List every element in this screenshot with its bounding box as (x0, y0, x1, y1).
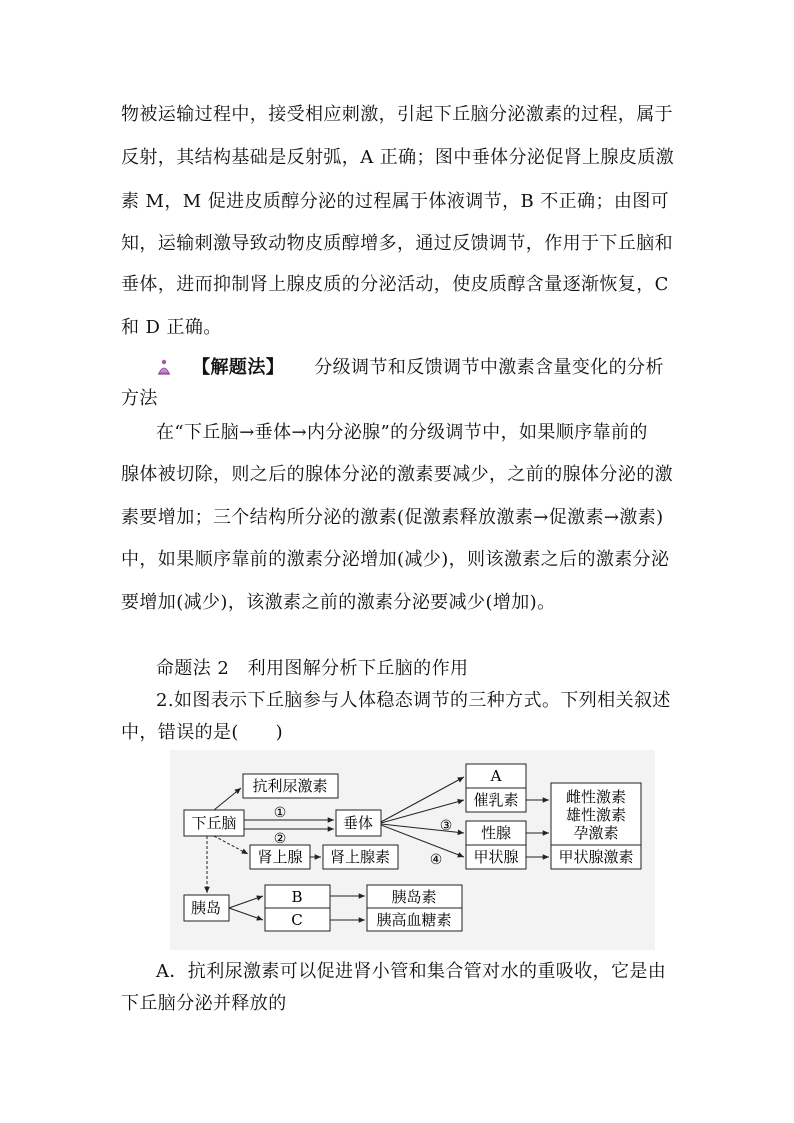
prolactin-label: 催乳素 (473, 791, 519, 809)
pancreas-label: 胰岛 (190, 899, 222, 917)
paragraph-line: 物被运输过程中，接受相应刺激，引起下丘脑分泌激素的过程，属于 (121, 104, 673, 125)
hypothalamus-label: 下丘脑 (191, 814, 237, 832)
b-box (265, 885, 330, 908)
glucagon-label: 胰高血糖素 (376, 911, 452, 929)
insulin-box (367, 885, 462, 908)
male-hormone-label: 雄性激素 (565, 806, 627, 824)
paragraph-line: 垂体，进而抑制肾上腺皮质的分泌活动，使皮质醇含量逐渐恢复，C (121, 274, 669, 295)
prolactin-box (466, 788, 526, 812)
gonad-label: 性腺 (480, 824, 512, 842)
method-label: 【解题法】 (192, 357, 285, 378)
gonad-box (466, 821, 526, 845)
route-2-label: ② (273, 831, 287, 847)
route-4-label: ④ (429, 852, 443, 868)
adrenaline-label: 肾上腺素 (329, 848, 391, 866)
adh-label: 抗利尿激素 (252, 777, 328, 795)
paragraph-line: 知，运输刺激导致动物皮质醇增多，通过反馈调节，作用于下丘脑和 (121, 233, 673, 254)
pituitary-box (336, 810, 381, 836)
paragraph-line: 素 M，M 促进皮质醇分泌的过程属于体液调节，B 不正确；由图可 (121, 191, 670, 212)
adrenal-label: 肾上腺 (257, 848, 303, 866)
a-label: A (490, 767, 502, 785)
question-line: 中，错误的是( ) (121, 722, 284, 743)
paragraph-line: 和 D 正确。 (121, 317, 222, 338)
route-1-label: ① (273, 805, 287, 821)
method-body-line: 要增加(减少)，该激素之前的激素分泌要减少(增加)。 (121, 592, 556, 613)
buddha-icon (156, 359, 172, 375)
female-hormone-label: 雌性激素 (565, 788, 627, 806)
a-box (466, 764, 526, 788)
method-body-line: 中，如果顺序靠前的激素分泌增加(减少)，则该激素之后的激素分泌 (121, 549, 670, 570)
method-title: 分级调节和反馈调节中激素含量变化的分析 (314, 357, 664, 378)
thyroid-box (466, 845, 526, 869)
adrenal-box (250, 845, 310, 869)
thyroxine-box (551, 845, 641, 869)
progesterone-label: 孕激素 (573, 824, 619, 842)
question-line: 2.如图表示下丘脑参与人体稳态调节的三种方式。下列相关叙述 (156, 690, 671, 711)
thyroxine-label: 甲状腺激素 (558, 848, 634, 866)
option-a-line: 下丘脑分泌并释放的 (121, 993, 287, 1014)
method-body-line: 素要增加；三个结构所分泌的激素(促激素释放激素→促激素→激素) (121, 507, 664, 528)
method-title-cont: 方法 (121, 388, 158, 409)
pituitary-label: 垂体 (342, 814, 374, 832)
option-a-line: A．抗利尿激素可以促进肾小管和集合管对水的重吸收，它是由 (156, 961, 667, 982)
pancreas-box (184, 895, 229, 921)
paragraph-line: 反射，其结构基础是反射弧，A 正确；图中垂体分泌促肾上腺皮质激 (121, 147, 675, 168)
insulin-label: 胰岛素 (391, 888, 437, 906)
hypothalamus-box (184, 810, 244, 836)
section-title: 命题法 2 利用图解分析下丘脑的作用 (156, 658, 469, 679)
c-box (265, 908, 330, 931)
c-label: C (291, 911, 303, 929)
method-heading-line (156, 353, 664, 379)
method-body-line: 在“下丘脑→垂体→内分泌腺”的分级调节中，如果顺序靠前的 (156, 422, 648, 443)
route-3-label: ③ (439, 818, 453, 834)
adrenaline-box (323, 845, 398, 869)
b-label: B (291, 888, 303, 906)
sex-hormones-box (551, 783, 641, 845)
thyroid-label: 甲状腺 (473, 848, 519, 866)
glucagon-box (367, 908, 462, 931)
method-body-line: 腺体被切除，则之后的腺体分泌的激素要减少，之前的腺体分泌的激 (121, 464, 673, 485)
regulation-diagram (170, 750, 655, 950)
adh-box (243, 774, 338, 798)
